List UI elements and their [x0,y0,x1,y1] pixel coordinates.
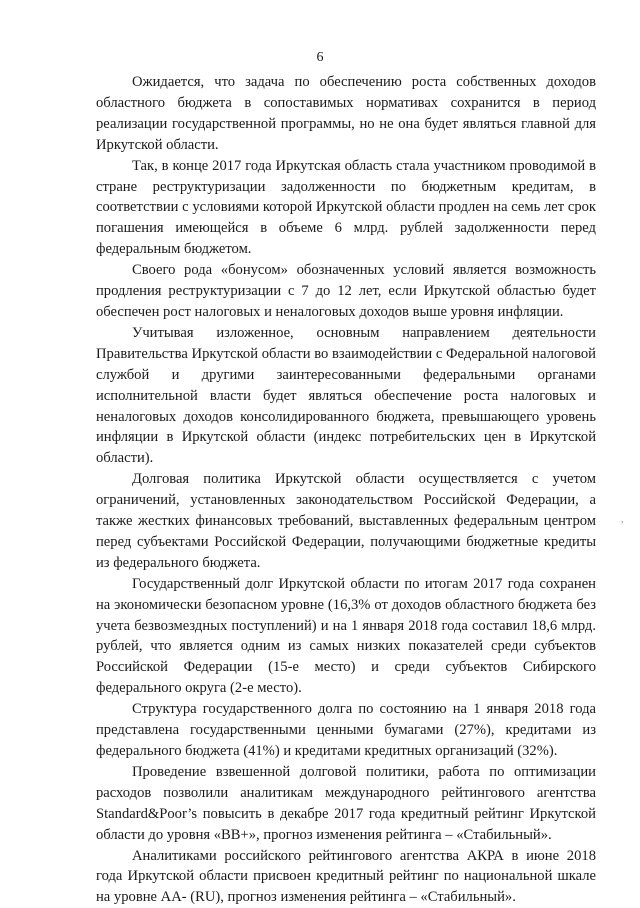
paragraph-debt-policy: Долговая политика Иркутской области осуществляется с учетом ограничений, установленных законодательством Российской Федерации, а также жестких финансовых требований, выставленных федеральным центром перед субъектами Российской Федерации, получающими бюджетные кредиты из федерального бюджета. [96,471,596,571]
paragraph-main-direction: Учитывая изложенное, основным направлением деятельности Правительства Иркутской области во взаимодействии с Федеральной налоговой службой и другими заинтересованными федеральными органами исполнительной власти будет являться обеспечение роста налоговых и неналоговых доходов консолидированного бюджета, превышающего уровень инфляции в Иркутской области (индекс потребительских цен в Иркутской области). [96,324,596,467]
page-number: 6 [316,50,324,65]
paragraph-debt-structure: Структура государственного долга по состоянию на 1 января 2018 года представлена государственными ценными бумагами (27%), кредитами из федерального бюджета (41%) и кредитами кредитных организаций (32%). [96,701,596,759]
paragraph-sp-rating: Проведение взвешенной долговой политики, работа по оптимизации расходов позволили аналитикам международного рейтингового агентства Standard&Poor’s повысить в декабре 2017 года кредитный рейтинг Иркутской области до уровня «ВВ+», прогноз изменения рейтинга – «Стабильный». [96,763,596,843]
margin-mark: , [621,514,624,525]
paragraph-acra-rating: Аналитиками российского рейтингового агентства АКРА в июне 2018 года Иркутской области присвоен кредитный рейтинг по национальной шкале на уровне АА- (RU), прогноз изменения рейтинга – «Стабильный». [96,847,596,906]
paragraph-revenue-growth: Ожидается, что задача по обеспечению роста собственных доходов областного бюджета в сопоставимых нормативах сохранится в период реализации государственной программы, но не она будет являться главной для Иркутской области. [96,74,596,153]
document-body [96,72,596,908]
paragraph-debt-restructuring: Так, в конце 2017 года Иркутская область стала участником проводимой в стране реструктуризации задолженности по бюджетным кредитам, в соответствии с условиями которой Иркутской области продлен на семь лет срок погашения имеющейся в объеме 6 млрд. рублей задолженности перед федеральным бюджетом. [96,157,596,258]
paragraph-state-debt-2017: Государственный долг Иркутской области по итогам 2017 года сохранен на экономически безопасном уровне (16,3% от доходов областного бюджета без учета безвозмездных поступлений) и на 1 января 2018 года составил 18,6 млрд. рублей, что является одним из самых низких показателей среди субъектов Российской Федерации (15-е место) и среди субъектов Сибирского федерального округа (2-е место). [96,575,596,697]
paragraph-bonus-condition: Своего рода «бонусом» обозначенных условий является возможность продления реструктуризации с 7 до 12 лет, если Иркутской областью будет обеспечен рост налоговых и неналоговых доходов выше уровня инфляции. [96,262,596,320]
